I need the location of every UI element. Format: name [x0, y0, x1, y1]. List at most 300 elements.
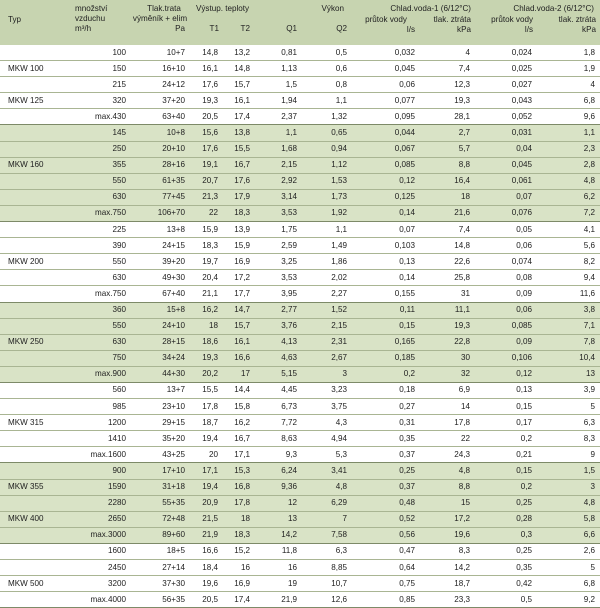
cell-loss1: 28,1	[420, 109, 475, 125]
cell-q2: 7	[302, 511, 352, 527]
cell-q2: 4,3	[302, 415, 352, 431]
cell-t2: 17	[223, 366, 255, 382]
cell-flow1: 0,032	[352, 45, 420, 61]
cell-loss1: 4,8	[420, 463, 475, 479]
cell-q2: 5,3	[302, 447, 352, 463]
cell-t2: 14,4	[223, 382, 255, 398]
cell-air-volume: 630	[73, 270, 130, 286]
cell-q1: 7,72	[255, 415, 302, 431]
cell-t2: 17,7	[223, 286, 255, 302]
cell-q2: 2,02	[302, 270, 352, 286]
cell-loss2: 2,8	[537, 157, 600, 173]
header-t2: T2	[240, 24, 250, 34]
cell-t1: 20,5	[190, 592, 223, 608]
cell-air-volume: max.750	[73, 205, 130, 221]
cell-t1: 21,3	[190, 189, 223, 205]
cell-type	[0, 286, 73, 302]
cell-loss2: 1,1	[537, 125, 600, 141]
cell-loss1: 5,7	[420, 141, 475, 157]
cell-loss2: 6,3	[537, 415, 600, 431]
cell-loss2: 2,6	[537, 543, 600, 559]
cell-type	[0, 189, 73, 205]
cell-flow1: 0,15	[352, 318, 420, 334]
cell-air-volume: 145	[73, 125, 130, 141]
cell-loss1: 22,8	[420, 334, 475, 350]
cell-t1: 20,5	[190, 109, 223, 125]
table-row	[0, 238, 600, 254]
cell-loss1: 22,6	[420, 254, 475, 270]
cell-loss2: 4,8	[537, 173, 600, 189]
cell-t1: 20,4	[190, 270, 223, 286]
table-row	[0, 463, 600, 479]
cell-q1: 16	[255, 560, 302, 576]
cell-loss2: 9	[537, 447, 600, 463]
cell-air-volume: 900	[73, 463, 130, 479]
cell-q2: 4,94	[302, 431, 352, 447]
cell-t1: 18,4	[190, 560, 223, 576]
cell-pressure-drop: 63+40	[130, 109, 190, 125]
cell-q2: 2,15	[302, 318, 352, 334]
cell-air-volume: 390	[73, 238, 130, 254]
cell-air-volume: 2650	[73, 511, 130, 527]
cell-loss2: 8,2	[537, 254, 600, 270]
cell-t2: 13,8	[223, 125, 255, 141]
table-row	[0, 479, 600, 495]
cell-q1: 13	[255, 511, 302, 527]
cell-pressure-drop: 24+10	[130, 318, 190, 334]
cell-loss1: 22	[420, 431, 475, 447]
cell-loss1: 30	[420, 350, 475, 366]
cell-loss2: 9,4	[537, 270, 600, 286]
cell-t1: 16,2	[190, 302, 223, 318]
table-row	[0, 495, 600, 511]
cell-t1: 19,7	[190, 254, 223, 270]
cell-air-volume: max.900	[73, 366, 130, 382]
cell-pressure-drop: 55+35	[130, 495, 190, 511]
header-mnozstvi	[73, 0, 130, 45]
cell-t1: 19,6	[190, 576, 223, 592]
cell-t1: 20,7	[190, 173, 223, 189]
cell-type	[0, 447, 73, 463]
cell-q2: 2,67	[302, 350, 352, 366]
cell-t1: 15,5	[190, 382, 223, 398]
cell-loss2: 1,9	[537, 61, 600, 77]
cell-t1: 15,6	[190, 125, 223, 141]
cell-flow2: 0,25	[475, 495, 537, 511]
cell-type: MKW 400	[0, 511, 73, 527]
cell-air-volume: 100	[73, 45, 130, 61]
cell-flow1: 0,85	[352, 592, 420, 608]
cell-loss2: 9,2	[537, 592, 600, 608]
cell-flow2: 0,031	[475, 125, 537, 141]
cell-q1: 3,76	[255, 318, 302, 334]
cell-t1: 17,6	[190, 77, 223, 93]
header-ztrata2-label: tlak. ztráta	[558, 15, 596, 25]
cell-flow2: 0,07	[475, 189, 537, 205]
cell-pressure-drop: 39+20	[130, 254, 190, 270]
cell-type	[0, 318, 73, 334]
header-q1: Q1	[286, 24, 297, 34]
cell-q1: 1,68	[255, 141, 302, 157]
cell-air-volume: 320	[73, 93, 130, 109]
cell-loss1: 7,4	[420, 222, 475, 238]
cell-t1: 15,9	[190, 222, 223, 238]
cell-loss2: 5	[537, 560, 600, 576]
cell-t2: 14,7	[223, 302, 255, 318]
table-row	[0, 157, 600, 173]
table-row	[0, 415, 600, 431]
cell-q2: 1,49	[302, 238, 352, 254]
table-row	[0, 77, 600, 93]
header-mnozstvi-line1: množství	[75, 4, 108, 13]
cell-loss1: 18,7	[420, 576, 475, 592]
cell-q2: 3,23	[302, 382, 352, 398]
table-row	[0, 205, 600, 221]
cell-flow2: 0,024	[475, 45, 537, 61]
cell-flow1: 0,14	[352, 205, 420, 221]
cell-q2: 1,86	[302, 254, 352, 270]
cell-loss1: 2,7	[420, 125, 475, 141]
cell-q1: 4,13	[255, 334, 302, 350]
cell-pressure-drop: 44+30	[130, 366, 190, 382]
cell-flow2: 0,35	[475, 560, 537, 576]
cell-loss1: 14,8	[420, 238, 475, 254]
cell-t1: 17,6	[190, 141, 223, 157]
cell-t2: 15,8	[223, 399, 255, 415]
cell-type	[0, 141, 73, 157]
cell-air-volume: 2450	[73, 560, 130, 576]
cell-flow2: 0,074	[475, 254, 537, 270]
cell-loss1: 15	[420, 495, 475, 511]
cell-q1: 3,14	[255, 189, 302, 205]
cell-air-volume: max.4000	[73, 592, 130, 608]
cell-t2: 13,9	[223, 222, 255, 238]
cell-flow2: 0,15	[475, 399, 537, 415]
cell-t1: 20,2	[190, 366, 223, 382]
cell-pressure-drop: 27+14	[130, 560, 190, 576]
cell-t2: 17,2	[223, 270, 255, 286]
cell-air-volume: 2280	[73, 495, 130, 511]
cell-loss2: 1,5	[537, 463, 600, 479]
table-row	[0, 447, 600, 463]
header-prutok2	[475, 16, 537, 34]
cell-q2: 0,8	[302, 77, 352, 93]
header-chlad1	[352, 0, 475, 45]
cell-air-volume: 225	[73, 222, 130, 238]
cell-loss2: 2,3	[537, 141, 600, 157]
cell-loss1: 32	[420, 366, 475, 382]
cell-flow1: 0,077	[352, 93, 420, 109]
cell-air-volume: max.1600	[73, 447, 130, 463]
cell-flow1: 0,64	[352, 560, 420, 576]
cell-q2: 12,6	[302, 592, 352, 608]
table-row	[0, 399, 600, 415]
cell-flow1: 0,27	[352, 399, 420, 415]
cell-loss1: 24,3	[420, 447, 475, 463]
cell-t2: 16,9	[223, 254, 255, 270]
header-typ: Typ	[0, 0, 73, 45]
header-vystup-label: Výstup. teploty	[195, 4, 250, 13]
cell-t2: 14,8	[223, 61, 255, 77]
cell-loss2: 6,6	[537, 527, 600, 543]
cell-pressure-drop: 77+45	[130, 189, 190, 205]
table-row	[0, 125, 600, 141]
cell-air-volume: max.430	[73, 109, 130, 125]
cell-loss1: 19,3	[420, 318, 475, 334]
table-row	[0, 45, 600, 61]
cell-t1: 22	[190, 205, 223, 221]
cell-pressure-drop: 37+20	[130, 93, 190, 109]
cell-q1: 9,36	[255, 479, 302, 495]
table-row	[0, 318, 600, 334]
cell-flow1: 0,13	[352, 254, 420, 270]
cell-q1: 1,13	[255, 61, 302, 77]
cell-flow2: 0,085	[475, 318, 537, 334]
cell-type	[0, 366, 73, 382]
cell-q2: 0,5	[302, 45, 352, 61]
cell-loss2: 10,4	[537, 350, 600, 366]
cell-t1: 19,4	[190, 479, 223, 495]
cell-q1: 1,1	[255, 125, 302, 141]
cell-flow2: 0,076	[475, 205, 537, 221]
cell-flow1: 0,125	[352, 189, 420, 205]
cell-t2: 15,2	[223, 543, 255, 559]
table-row	[0, 109, 600, 125]
cell-loss1: 16,4	[420, 173, 475, 189]
cell-type	[0, 125, 73, 141]
cell-type	[0, 382, 73, 398]
cell-t1: 18,6	[190, 334, 223, 350]
cell-t1: 19,3	[190, 350, 223, 366]
cell-q1: 14,2	[255, 527, 302, 543]
cell-loss1: 17,2	[420, 511, 475, 527]
cell-type	[0, 592, 73, 608]
cell-pressure-drop: 24+12	[130, 77, 190, 93]
cell-t2: 16,7	[223, 431, 255, 447]
cell-type	[0, 560, 73, 576]
cell-pressure-drop: 15+8	[130, 302, 190, 318]
cell-flow1: 0,18	[352, 382, 420, 398]
cell-loss1: 8,8	[420, 479, 475, 495]
cell-q1: 4,63	[255, 350, 302, 366]
cell-q2: 1,73	[302, 189, 352, 205]
cell-flow1: 0,2	[352, 366, 420, 382]
cell-t1: 18,7	[190, 415, 223, 431]
cell-q2: 3,41	[302, 463, 352, 479]
table-row	[0, 560, 600, 576]
header-tlak-unit: Pa	[175, 24, 185, 34]
cell-loss2: 7,2	[537, 205, 600, 221]
cell-flow2: 0,42	[475, 576, 537, 592]
cell-q1: 0,81	[255, 45, 302, 61]
cell-type	[0, 270, 73, 286]
cell-q1: 12	[255, 495, 302, 511]
cell-t2: 18,3	[223, 205, 255, 221]
cell-t1: 19,4	[190, 431, 223, 447]
cell-flow1: 0,37	[352, 479, 420, 495]
header-ztrata1-label: tlak. ztráta	[433, 15, 471, 25]
cell-t1: 21,5	[190, 511, 223, 527]
cell-t2: 16,8	[223, 479, 255, 495]
cell-flow1: 0,06	[352, 77, 420, 93]
cell-pressure-drop: 18+5	[130, 543, 190, 559]
cell-q2: 3,75	[302, 399, 352, 415]
cell-q2: 8,85	[302, 560, 352, 576]
cell-flow2: 0,06	[475, 238, 537, 254]
cell-q1: 3,95	[255, 286, 302, 302]
cell-type	[0, 238, 73, 254]
cell-q1: 3,53	[255, 270, 302, 286]
cell-q2: 2,27	[302, 286, 352, 302]
cell-air-volume: 630	[73, 334, 130, 350]
cell-q1: 1,75	[255, 222, 302, 238]
cell-flow2: 0,5	[475, 592, 537, 608]
cell-q1: 2,15	[255, 157, 302, 173]
cell-flow1: 0,155	[352, 286, 420, 302]
cell-type	[0, 222, 73, 238]
cell-t2: 18,3	[223, 527, 255, 543]
cell-flow1: 0,14	[352, 270, 420, 286]
cell-q1: 21,9	[255, 592, 302, 608]
cell-type	[0, 173, 73, 189]
cell-flow1: 0,165	[352, 334, 420, 350]
cell-t2: 16,6	[223, 350, 255, 366]
cell-pressure-drop: 67+40	[130, 286, 190, 302]
cell-t1: 18,3	[190, 238, 223, 254]
cell-t2: 17,4	[223, 592, 255, 608]
cell-flow2: 0,052	[475, 109, 537, 125]
cell-q2: 1,12	[302, 157, 352, 173]
cell-pressure-drop: 24+15	[130, 238, 190, 254]
cell-loss1: 12,3	[420, 77, 475, 93]
cell-pressure-drop: 29+15	[130, 415, 190, 431]
cell-loss1: 11,1	[420, 302, 475, 318]
table-row	[0, 173, 600, 189]
table-row	[0, 527, 600, 543]
cell-flow2: 0,12	[475, 366, 537, 382]
cell-loss1: 25,8	[420, 270, 475, 286]
cell-pressure-drop: 56+35	[130, 592, 190, 608]
cell-flow1: 0,185	[352, 350, 420, 366]
cell-air-volume: 1200	[73, 415, 130, 431]
table-row	[0, 592, 600, 608]
cell-type	[0, 350, 73, 366]
cell-pressure-drop: 34+24	[130, 350, 190, 366]
cell-t2: 16,7	[223, 157, 255, 173]
cell-t1: 17,8	[190, 399, 223, 415]
cell-t2: 15,9	[223, 238, 255, 254]
cell-flow1: 0,52	[352, 511, 420, 527]
cell-q1: 8,63	[255, 431, 302, 447]
cell-loss2: 1,8	[537, 45, 600, 61]
cell-loss2: 4,1	[537, 222, 600, 238]
cell-t2: 18	[223, 511, 255, 527]
cell-flow2: 0,04	[475, 141, 537, 157]
cell-loss2: 3,9	[537, 382, 600, 398]
table-row	[0, 286, 600, 302]
table-row	[0, 511, 600, 527]
cell-q2: 1,52	[302, 302, 352, 318]
cell-t2: 16,1	[223, 334, 255, 350]
cell-loss1: 23,3	[420, 592, 475, 608]
cell-air-volume: 985	[73, 399, 130, 415]
table-row	[0, 61, 600, 77]
cell-q1: 2,37	[255, 109, 302, 125]
cell-flow1: 0,045	[352, 61, 420, 77]
table-row	[0, 302, 600, 318]
cell-flow1: 0,095	[352, 109, 420, 125]
cell-pressure-drop: 61+35	[130, 173, 190, 189]
cell-flow2: 0,21	[475, 447, 537, 463]
table-row	[0, 93, 600, 109]
cell-flow2: 0,3	[475, 527, 537, 543]
cell-t2: 17,1	[223, 447, 255, 463]
cell-loss2: 6,8	[537, 93, 600, 109]
cell-loss1: 18	[420, 189, 475, 205]
cell-loss2: 7,1	[537, 318, 600, 334]
cell-type: MKW 315	[0, 415, 73, 431]
header-ztrata2-unit: kPa	[582, 25, 596, 35]
cell-q2: 1,1	[302, 222, 352, 238]
cell-air-volume: 355	[73, 157, 130, 173]
cell-loss2: 6,2	[537, 189, 600, 205]
cell-q1: 1,5	[255, 77, 302, 93]
cell-flow2: 0,043	[475, 93, 537, 109]
cell-q2: 10,7	[302, 576, 352, 592]
cell-type: MKW 100	[0, 61, 73, 77]
cell-loss1: 19,3	[420, 93, 475, 109]
cell-loss2: 5,6	[537, 238, 600, 254]
cell-flow2: 0,061	[475, 173, 537, 189]
cell-loss1: 6,9	[420, 382, 475, 398]
table-row	[0, 576, 600, 592]
cell-t1: 20	[190, 447, 223, 463]
cell-pressure-drop: 35+20	[130, 431, 190, 447]
cell-loss2: 6,8	[537, 576, 600, 592]
cell-t2: 16,2	[223, 415, 255, 431]
header-q2: Q2	[336, 24, 347, 34]
header-vykon	[255, 0, 352, 45]
cell-flow1: 0,35	[352, 431, 420, 447]
table-row	[0, 366, 600, 382]
cell-t1: 14,8	[190, 45, 223, 61]
cell-t2: 15,3	[223, 463, 255, 479]
cell-q1: 2,77	[255, 302, 302, 318]
table-body	[0, 45, 600, 608]
cell-air-volume: 150	[73, 61, 130, 77]
cell-air-volume: 215	[73, 77, 130, 93]
table-header	[0, 0, 600, 45]
header-prutok1	[352, 16, 420, 34]
header-ztrata1	[420, 16, 475, 34]
cell-type	[0, 45, 73, 61]
header-tlak-line2: výměník + elim	[132, 14, 188, 24]
cell-pressure-drop: 72+48	[130, 511, 190, 527]
cell-flow1: 0,75	[352, 576, 420, 592]
cell-pressure-drop: 16+10	[130, 61, 190, 77]
cell-t2: 17,9	[223, 189, 255, 205]
table-row	[0, 254, 600, 270]
cell-type: MKW 125	[0, 93, 73, 109]
cell-flow2: 0,2	[475, 479, 537, 495]
cell-q2: 1,32	[302, 109, 352, 125]
cell-air-volume: 1590	[73, 479, 130, 495]
cell-q2: 1,53	[302, 173, 352, 189]
cell-pressure-drop: 31+18	[130, 479, 190, 495]
cell-loss2: 7,8	[537, 334, 600, 350]
cell-t2: 17,6	[223, 173, 255, 189]
cell-flow2: 0,027	[475, 77, 537, 93]
